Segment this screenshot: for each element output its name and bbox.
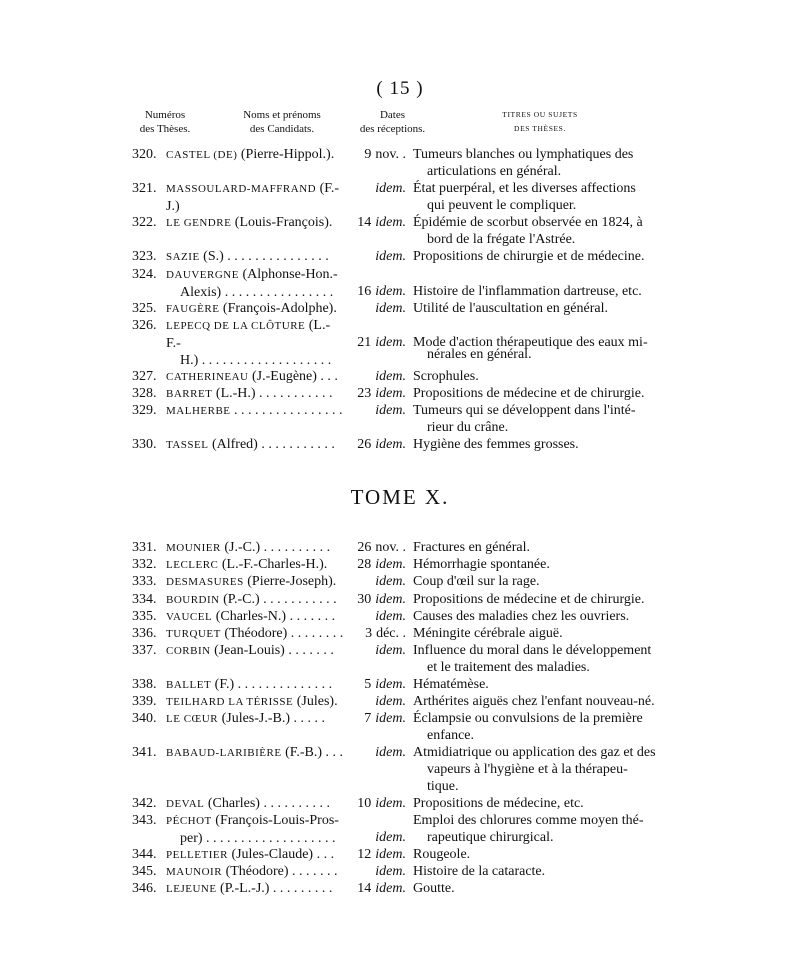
candidate-given-names: (P.-C.) . . . . . . . . . . .: [219, 592, 337, 607]
thesis-title-line2: Mode d'action thérapeutique des eaux mi-: [413, 335, 648, 350]
header-titres: [470, 108, 610, 136]
reception-day: 23: [357, 386, 372, 401]
thesis-number: 334.: [132, 592, 157, 607]
thesis-title: [413, 436, 671, 453]
reception-month: idem.: [375, 643, 406, 658]
thesis-number: 337.: [132, 643, 157, 658]
reception-day: 28: [357, 557, 372, 572]
candidate-surname: LE GENDRE: [166, 217, 232, 229]
candidate-name: [166, 539, 344, 557]
thesis-title-line2: bord de la frégate l'Astrée.: [427, 232, 576, 247]
candidate-given-names: . . . . . . . . . . . . . . . .: [230, 403, 343, 418]
reception-month: idem.: [375, 677, 406, 692]
candidate-name: [166, 710, 344, 728]
candidate-given-names: (S.) . . . . . . . . . . . . . . .: [199, 249, 329, 264]
candidate-surname: CORBIN: [166, 645, 211, 657]
candidate-surname: CASTEL (DE): [166, 149, 238, 161]
thesis-number: 341.: [132, 745, 157, 760]
thesis-title-line1: Propositions de chirurgie et de médecine.: [413, 249, 645, 264]
reception-date: [344, 385, 406, 402]
reception-date: [344, 744, 406, 761]
thesis-title: [413, 248, 671, 265]
candidate-name: [166, 591, 344, 609]
reception-date: [344, 146, 406, 163]
candidate-given-names: (F.-B.) . . .: [281, 745, 344, 760]
thesis-title-line1: Causes des maladies chez les ouvriers.: [413, 609, 630, 624]
candidate-surname: MASSOULARD-MAFFRAND: [166, 183, 317, 195]
reception-month: idem.: [375, 181, 406, 196]
thesis-title: [413, 846, 671, 863]
thesis-title-line2: qui peuvent le compliquer.: [427, 198, 577, 213]
thesis-title-line1: Arthérites aiguës chez l'enfant nouveau-né.: [413, 694, 655, 709]
reception-month: idem.: [375, 386, 406, 401]
reception-date: [344, 214, 406, 231]
reception-month: idem.: [375, 249, 406, 264]
candidate-surname: FAUGÈRE: [166, 303, 220, 315]
thesis-title-line2: vapeurs à l'hygiène et à la thérapeu-: [427, 762, 628, 777]
candidate-surname: MAUNOIR: [166, 866, 223, 878]
reception-date: [344, 795, 406, 812]
candidate-surname: LECLERC: [166, 559, 219, 571]
candidate-name: [166, 744, 344, 762]
candidate-surname: TURQUET: [166, 628, 221, 640]
thesis-number: 333.: [132, 574, 157, 589]
thesis-title-line1: Hémorrhagie spontanée.: [413, 557, 550, 572]
candidate-surname: MOUNIER: [166, 542, 221, 554]
thesis-number: 322.: [132, 215, 157, 230]
reception-date: [344, 283, 406, 300]
candidate-name: [166, 180, 344, 215]
header-noms-line2: des Candidats.: [249, 123, 315, 135]
thesis-title: [413, 539, 671, 556]
thesis-title: [413, 214, 671, 248]
thesis-number: 338.: [132, 677, 157, 692]
thesis-title-line1: Coup d'œil sur la rage.: [413, 574, 540, 589]
thesis-title: [413, 812, 671, 846]
thesis-number: 336.: [132, 626, 157, 641]
thesis-title-line2: rapeutique chirurgical.: [427, 830, 554, 845]
thesis-title-line1: Histoire de la cataracte.: [413, 864, 546, 879]
candidate-given-names: (Jules-J.-B.) . . . . .: [218, 711, 326, 726]
reception-date: [344, 368, 406, 385]
thesis-number: 329.: [132, 403, 157, 418]
reception-month: idem.: [375, 557, 406, 572]
reception-month: idem.: [375, 403, 406, 418]
reception-date: [344, 625, 406, 642]
candidate-name: [166, 146, 344, 164]
thesis-title: [413, 368, 671, 385]
header-numeros-line1: Numéros: [144, 109, 186, 121]
candidate-name-line2: H.) . . . . . . . . . . . . . . . . . . .: [180, 353, 332, 368]
candidate-name: [166, 676, 344, 694]
candidate-surname: PÉCHOT: [166, 815, 212, 827]
candidate-surname: LEJEUNE: [166, 883, 217, 895]
candidate-name: [166, 880, 344, 898]
thesis-title-line1: Éclampsie ou convulsions de la première: [413, 711, 643, 726]
thesis-title: [413, 863, 671, 880]
reception-day: 14: [357, 215, 372, 230]
reception-month: idem.: [375, 437, 406, 452]
reception-day: 26: [357, 540, 372, 555]
thesis-title-line2: articulations en général.: [427, 164, 562, 179]
thesis-title-line1: Propositions de médecine et de chirurgie.: [413, 592, 645, 607]
header-dates: [345, 108, 440, 136]
reception-month: idem.: [375, 694, 406, 709]
candidate-given-names: (Jules-Claude) . . .: [227, 847, 335, 862]
reception-month: idem.: [375, 335, 406, 350]
reception-date: [344, 608, 406, 625]
candidate-given-names: (Charles) . . . . . . . . . .: [204, 796, 330, 811]
candidate-given-names: (F.-J.): [166, 181, 340, 214]
thesis-title-line2: enfance.: [427, 728, 475, 743]
reception-month: idem.: [375, 847, 406, 862]
thesis-title: [413, 146, 671, 180]
thesis-number: 323.: [132, 249, 157, 264]
reception-month: idem.: [375, 796, 406, 811]
reception-day: 9: [364, 147, 372, 162]
candidate-name: [166, 436, 344, 454]
reception-day: 3: [365, 626, 373, 641]
reception-month: idem.: [375, 284, 406, 299]
thesis-title-line1: État puerpéral, et les diverses affections: [413, 181, 636, 196]
thesis-number: 331.: [132, 540, 157, 555]
thesis-number: 330.: [132, 437, 157, 452]
reception-month: idem.: [375, 864, 406, 879]
reception-date: [344, 402, 406, 419]
candidate-surname: BOURDIN: [166, 594, 220, 606]
reception-month: idem.: [375, 609, 406, 624]
thesis-title-line1: Fractures en général.: [413, 540, 530, 555]
candidate-given-names: (F.) . . . . . . . . . . . . . .: [211, 677, 333, 692]
reception-month: nov. .: [375, 147, 406, 162]
header-dates-line2: des réceptions.: [359, 123, 426, 135]
thesis-title-line1: Épidémie de scorbut observée en 1824, à: [413, 215, 643, 230]
candidate-surname: TASSEL: [166, 439, 209, 451]
thesis-title: [413, 180, 671, 214]
thesis-title: [413, 744, 671, 778]
continuation-line-326: nérales en général.: [427, 347, 532, 362]
candidate-surname: VAUCEL: [166, 611, 213, 623]
candidate-given-names: (Alfred) . . . . . . . . . . .: [208, 437, 335, 452]
candidate-name: [166, 317, 344, 369]
reception-month: idem.: [375, 369, 406, 384]
candidate-surname: SAZIE: [166, 251, 200, 263]
candidate-surname: MALHERBE: [166, 405, 231, 417]
thesis-title: [413, 402, 671, 436]
candidate-given-names: (J.-Eugène) . . .: [248, 369, 338, 384]
thesis-title: [413, 608, 671, 625]
reception-day: 7: [364, 711, 372, 726]
reception-date: [344, 573, 406, 590]
header-numeros-line2: des Thèses.: [139, 123, 191, 135]
thesis-title: [413, 266, 671, 300]
reception-day: 26: [357, 437, 372, 452]
candidate-given-names: (Louis-François).: [231, 215, 333, 230]
reception-month: idem.: [375, 215, 406, 230]
reception-month: idem.: [375, 830, 406, 845]
candidate-given-names: (Jean-Louis) . . . . . . .: [210, 643, 334, 658]
candidate-name: [166, 812, 344, 847]
thesis-title-line1: Rougeole.: [413, 847, 471, 862]
thesis-title: [413, 573, 671, 590]
thesis-title: [413, 300, 671, 317]
reception-date: [344, 863, 406, 880]
candidate-name-line2: per) . . . . . . . . . . . . . . . . . . .: [180, 831, 336, 846]
thesis-title-line1: Propositions de médecine, etc.: [413, 796, 584, 811]
thesis-number: 328.: [132, 386, 157, 401]
candidate-surname: TEILHARD LA TÉRISSE: [166, 696, 294, 708]
thesis-title: [413, 591, 671, 608]
candidate-given-names: (L.-F.-Charles-H.).: [218, 557, 328, 572]
candidate-given-names: (J.-C.) . . . . . . . . . .: [220, 540, 331, 555]
reception-day: 5: [364, 677, 372, 692]
candidate-name: [166, 693, 344, 711]
page-number: ( 15 ): [376, 78, 424, 99]
reception-month: déc. .: [376, 626, 406, 641]
thesis-title-line1: Influence du moral dans le développement: [413, 643, 652, 658]
thesis-number: 332.: [132, 557, 157, 572]
thesis-title-line1: Goutte.: [413, 881, 455, 896]
thesis-number: 343.: [132, 813, 157, 828]
reception-date: [344, 642, 406, 659]
candidate-name: [166, 300, 344, 318]
candidate-name: [166, 266, 344, 301]
continuation-line-341: tique.: [427, 779, 459, 794]
reception-month: idem.: [375, 592, 406, 607]
thesis-number: 340.: [132, 711, 157, 726]
thesis-title: [413, 556, 671, 573]
thesis-title-line1: Emploi des chlorures comme moyen thé-: [413, 813, 644, 828]
candidate-given-names: (François-Louis-Pros-: [211, 813, 339, 828]
thesis-title-line1: Méningite cérébrale aiguë.: [413, 626, 563, 641]
candidate-given-names: (P.-L.-J.) . . . . . . . . .: [216, 881, 333, 896]
thesis-title: [413, 676, 671, 693]
reception-month: idem.: [375, 301, 406, 316]
thesis-number: 342.: [132, 796, 157, 811]
thesis-number: 326.: [132, 318, 157, 333]
candidate-name: [166, 573, 344, 591]
reception-date: [344, 334, 406, 351]
candidate-surname: DAUVERGNE: [166, 269, 239, 281]
reception-day: 14: [357, 881, 372, 896]
candidate-name-line2: Alexis) . . . . . . . . . . . . . . . .: [180, 285, 334, 300]
header-dates-line1: Dates: [379, 109, 406, 121]
thesis-number: 327.: [132, 369, 157, 384]
candidate-name: [166, 642, 344, 660]
candidate-given-names: (Théodore) . . . . . . .: [222, 864, 338, 879]
candidate-name: [166, 608, 344, 626]
candidate-surname: LE CŒUR: [166, 713, 219, 725]
candidate-name: [166, 795, 344, 813]
thesis-title-line2: Histoire de l'inflammation dartreuse, etc.: [413, 284, 642, 299]
section-heading: TOME X.: [350, 485, 450, 509]
candidate-surname: DESMASURES: [166, 576, 244, 588]
candidate-given-names: (Alphonse-Hon.-: [238, 267, 338, 282]
candidate-surname: BALLET: [166, 679, 212, 691]
candidate-surname: LEPECQ DE LA CLÔTURE: [166, 320, 306, 332]
thesis-number: 320.: [132, 147, 157, 162]
thesis-title-line1: Utilité de l'auscultation en général.: [413, 301, 608, 316]
reception-month: idem.: [375, 711, 406, 726]
thesis-title: [413, 880, 671, 897]
candidate-given-names: (L.-H.) . . . . . . . . . . .: [212, 386, 333, 401]
candidate-surname: BABAUD-LARIBIÈRE: [166, 747, 282, 759]
reception-day: 16: [357, 284, 372, 299]
thesis-title-line1: Hématémèse.: [413, 677, 489, 692]
thesis-title-line1: Atmidiatrique ou application des gaz et des: [413, 745, 656, 760]
candidate-given-names: (Jules).: [293, 694, 338, 709]
thesis-number: 344.: [132, 847, 157, 862]
reception-month: idem.: [375, 745, 406, 760]
reception-date: [344, 676, 406, 693]
candidate-name: [166, 385, 344, 403]
reception-date: [344, 300, 406, 317]
header-titres-line1: TITRES OU SUJETS: [502, 110, 578, 119]
candidate-name: [166, 556, 344, 574]
thesis-number: 325.: [132, 301, 157, 316]
reception-day: 10: [357, 796, 372, 811]
thesis-title: [413, 625, 671, 642]
thesis-number: 321.: [132, 181, 157, 196]
thesis-title-line2: rieur du crâne.: [427, 420, 509, 435]
reception-month: idem.: [375, 574, 406, 589]
reception-date: [344, 436, 406, 453]
candidate-given-names: (François-Adolphe).: [219, 301, 337, 316]
thesis-title: [413, 693, 671, 710]
reception-date: [344, 591, 406, 608]
reception-date: [344, 180, 406, 197]
thesis-title: [413, 385, 671, 402]
header-titres-line2: DES THÈSES.: [514, 124, 566, 133]
reception-date: [344, 710, 406, 727]
candidate-given-names: (Charles-N.) . . . . . . .: [212, 609, 336, 624]
reception-month: idem.: [375, 881, 406, 896]
thesis-number: 339.: [132, 694, 157, 709]
candidate-name: [166, 625, 344, 643]
thesis-title-line1: Propositions de médecine et de chirurgie.: [413, 386, 645, 401]
reception-date: [344, 829, 406, 846]
thesis-title-line1: Hygiène des femmes grosses.: [413, 437, 579, 452]
reception-date: [344, 846, 406, 863]
header-numeros: [120, 108, 210, 136]
reception-date: [344, 248, 406, 265]
thesis-title-line1: Scrophules.: [413, 369, 479, 384]
candidate-given-names: (Pierre-Hippol.).: [237, 147, 335, 162]
reception-day: 12: [357, 847, 372, 862]
candidate-name: [166, 863, 344, 881]
candidate-name: [166, 214, 344, 232]
candidate-given-names: (Pierre-Joseph).: [243, 574, 337, 589]
candidate-name: [166, 846, 344, 864]
candidate-surname: BARRET: [166, 388, 213, 400]
thesis-number: 346.: [132, 881, 157, 896]
candidate-given-names: (L.-F.-: [166, 318, 331, 351]
thesis-title-line2: et le traitement des maladies.: [427, 660, 590, 675]
reception-date: [344, 693, 406, 710]
thesis-title: [413, 795, 671, 812]
thesis-title-line1: Tumeurs blanches ou lymphatiques des: [413, 147, 634, 162]
candidate-given-names: (Théodore) . . . . . . . .: [220, 626, 344, 641]
reception-day: 21: [357, 335, 372, 350]
thesis-number: 324.: [132, 267, 157, 282]
reception-day: 30: [357, 592, 372, 607]
candidate-surname: PELLETIER: [166, 849, 228, 861]
reception-date: [344, 880, 406, 897]
candidate-surname: CATHERINEAU: [166, 371, 249, 383]
header-noms: [222, 108, 342, 136]
candidate-name: [166, 248, 344, 266]
candidate-name: [166, 368, 344, 386]
thesis-title: [413, 642, 671, 676]
reception-date: [344, 539, 406, 556]
reception-month: nov. .: [375, 540, 406, 555]
candidate-surname: DEVAL: [166, 798, 205, 810]
reception-date: [344, 556, 406, 573]
header-noms-line1: Noms et prénoms: [243, 109, 321, 121]
thesis-number: 335.: [132, 609, 157, 624]
candidate-name: [166, 402, 344, 420]
thesis-number: 345.: [132, 864, 157, 879]
thesis-title-line1: Tumeurs qui se développent dans l'inté-: [413, 403, 636, 418]
thesis-title: [413, 710, 671, 744]
